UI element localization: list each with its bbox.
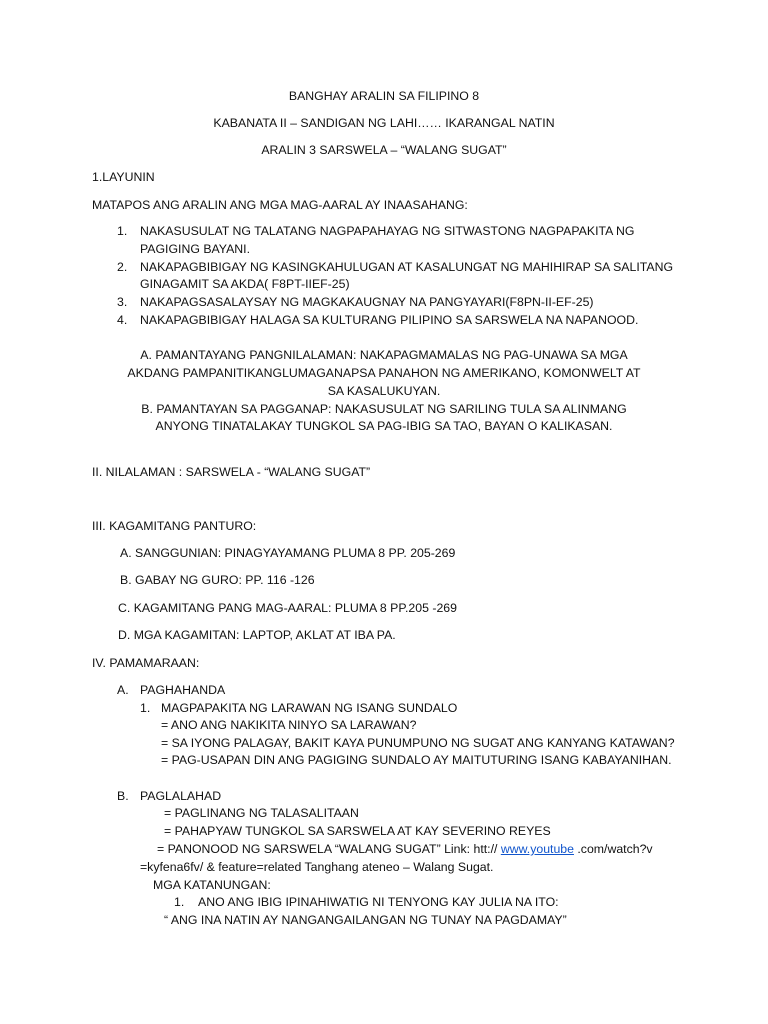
document-title: BANGHAY ARALIN SA FILIPINO 8 (288, 89, 480, 103)
objective-number: 1. (117, 224, 128, 238)
section-b-title: PAGLALAHAD (140, 789, 222, 803)
katanungan-heading: MGA KATANUNGAN: (153, 878, 271, 892)
section-a-title: PAGHAHANDA (140, 683, 226, 697)
watch-text-end: .com/watch?v (573, 842, 653, 856)
objective-text: NAKAPAGBIBIGAY HALAGA SA KULTURANG PILIPINO SA SARSWELA NA NAPANOOD. (140, 313, 639, 327)
kagamitan-item: B. GABAY NG GURO: PP. 116 -126 (120, 573, 315, 587)
objective-number: 4. (117, 313, 128, 327)
objective-text: NAKAPAGSASALAYSAY NG MAGKAKAUGNAY NA PANGYAYARI(F8PN-II-EF-25) (140, 295, 594, 309)
kagamitan-item: A. SANGGUNIAN: PINAGYAYAMANG PLUMA 8 PP. 205-269 (120, 546, 456, 560)
question-line: = ANO ANG NAKIKITA NINYO SA LARAWAN? (161, 718, 417, 732)
pamamaraan-heading: IV. PAMAMARAAN: (92, 656, 200, 670)
objective-number: 2. (117, 260, 128, 274)
lesson-title: ARALIN 3 SARSWELA – “WALANG SUGAT” (261, 143, 507, 157)
activity-line: = PAGLINANG NG TALASALITAAN (164, 806, 359, 820)
pamantayan-a: AKDANG PAMPANITIKANGLUMAGANAPSA PANAHON NG AMERIKANO, KOMONWELT AT (127, 366, 641, 380)
objective-text: PAGIGING BAYANI. (140, 242, 251, 256)
question-number: 1. (174, 895, 185, 909)
youtube-link[interactable]: www.youtube (500, 842, 574, 856)
activity-line: = PAHAPYAW TUNGKOL SA SARSWELA AT KAY SEVERINO REYES (164, 824, 551, 838)
watch-line (157, 840, 653, 858)
pamantayan-b: ANYONG TINATALAKAY TUNGKOL SA PAG-IBIG SA TAO, BAYAN O KALIKASAN. (155, 419, 613, 433)
objective-text: NAKASUSULAT NG TALATANG NAGPAPAHAYAG NG SITWASTONG NAGPAPAKITA NG (140, 224, 635, 238)
nilalaman-heading: II. NILALAMAN : SARSWELA - “WALANG SUGAT” (92, 465, 371, 479)
objective-text: GINAGAMIT SA AKDA( F8PT-IIEF-25) (140, 277, 350, 291)
quote-text: “ ANG INA NATIN AY NANGANGAILANGAN NG TUNAY NA PAGDAMAY” (164, 913, 567, 927)
kagamitan-item: C. KAGAMITANG PANG MAG-AARAL: PLUMA 8 PP.205 -269 (118, 601, 457, 615)
question-line: = PAG-USAPAN DIN ANG PAGIGING SUNDALO AY MAITUTURING ISANG KABAYANIHAN. (161, 753, 672, 767)
step-number: 1. (140, 701, 151, 715)
pamantayan-a: SA KASALUKUYAN. (327, 384, 441, 398)
question-text: ANO ANG IBIG IPINAHIWATIG NI TENYONG KAY JULIA NA ITO: (198, 895, 559, 909)
section-a-label: A. (117, 683, 129, 697)
section-b-label: B. (117, 789, 129, 803)
objective-number: 3. (117, 295, 128, 309)
pamantayan-a: A. PAMANTAYANG PANGNILALAMAN: NAKAPAGMAMALAS NG PAG-UNAWA SA MGA (140, 348, 628, 362)
kagamitan-item: D. MGA KAGAMITAN: LAPTOP, AKLAT AT IBA PA. (118, 628, 396, 642)
kagamitan-heading: III. KAGAMITANG PANTURO: (92, 519, 257, 533)
step-text: MAGPAPAKITA NG LARAWAN NG ISANG SUNDALO (161, 701, 458, 715)
question-line: = SA IYONG PALAGAY, BAKIT KAYA PUNUMPUNO NG SUGAT ANG KANYANG KATAWAN? (161, 736, 675, 750)
pamantayan-b: B. PAMANTAYAN SA PAGGANAP: NAKASUSULAT NG SARILING TULA SA ALINMANG (141, 402, 627, 416)
layunin-intro: MATAPOS ANG ARALIN ANG MGA MAG-AARAL AY INAASAHANG: (92, 198, 468, 212)
layunin-heading: 1.LAYUNIN (92, 170, 155, 184)
watch-line-continued: =kyfena6fv/ & feature=related Tanghang ateneo – Walang Sugat. (140, 860, 494, 874)
objective-text: NAKAPAGBIBIGAY NG KASINGKAHULUGAN AT KASALUNGAT NG MAHIHIRAP SA SALITANG (140, 260, 674, 274)
chapter-title: KABANATA II – SANDIGAN NG LAHI…… IKARANGAL NATIN (213, 116, 555, 130)
watch-text: = PANONOOD NG SARSWELA “WALANG SUGAT” Link: htt:// (157, 842, 501, 856)
